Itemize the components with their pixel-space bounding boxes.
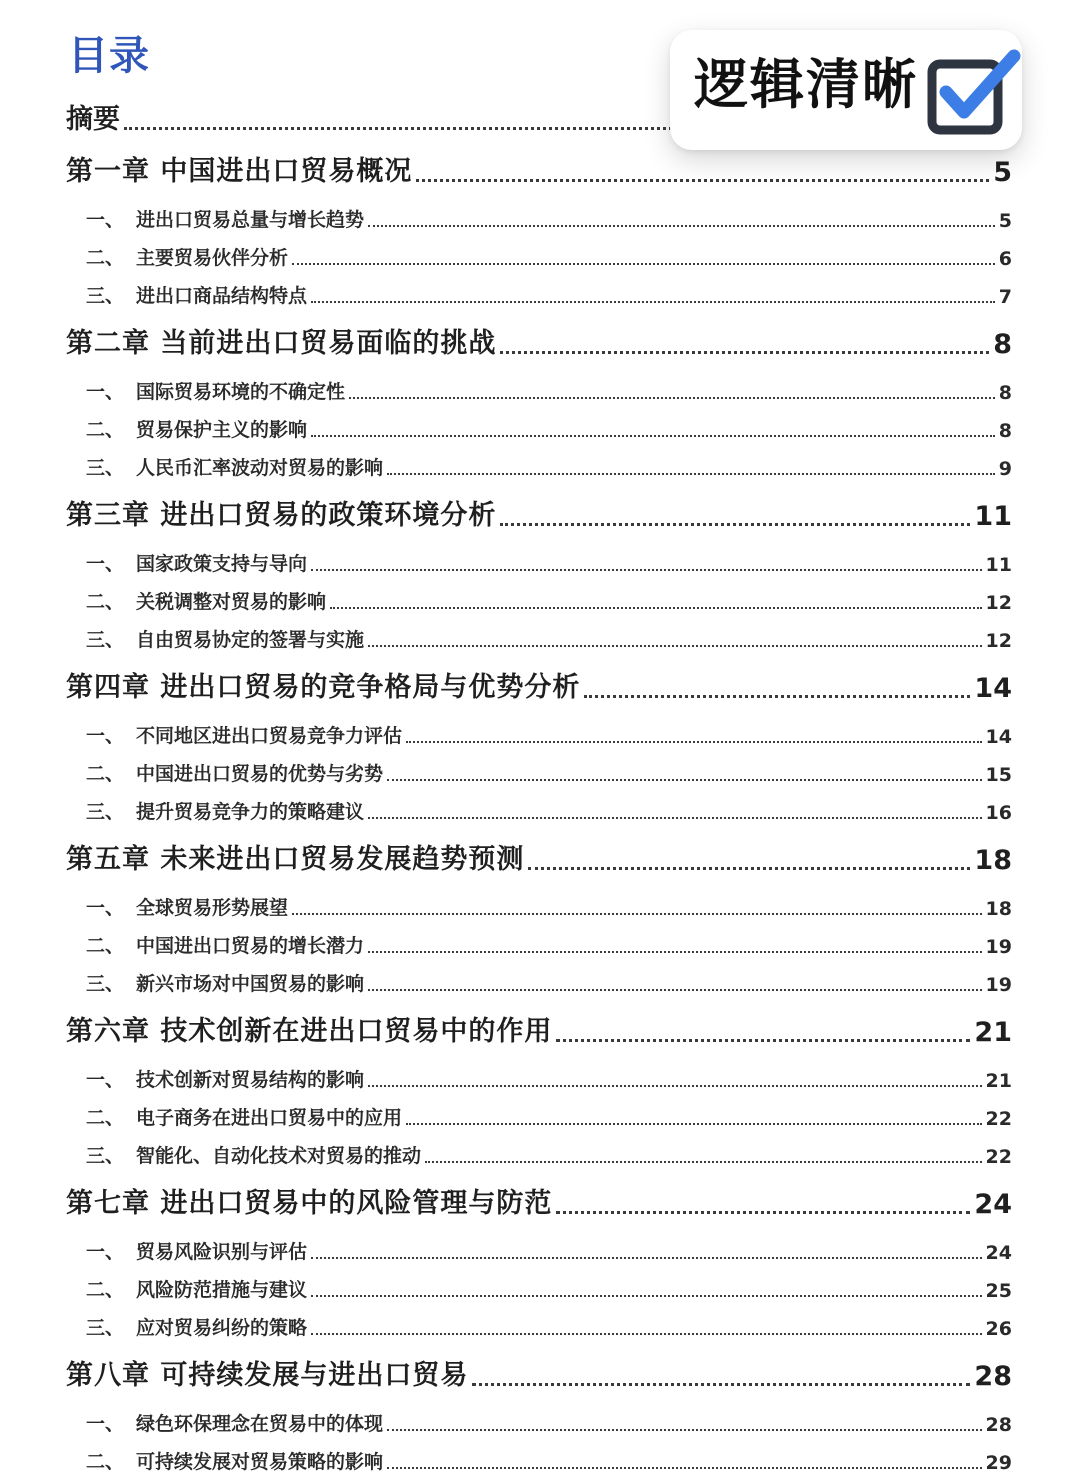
section-label-wrap <box>86 587 326 614</box>
toc-entry-section[interactable] <box>66 366 1012 404</box>
dot-leader <box>387 473 995 475</box>
section-label: 提升贸易竞争力的策略建议 <box>136 801 365 823</box>
section-number: 二、 <box>86 1451 125 1473</box>
section-label-wrap <box>86 1141 421 1168</box>
toc-entry-label: 摘要 <box>66 104 120 135</box>
toc-entry-section[interactable] <box>66 538 1012 576</box>
chapter-label: 第七章 进出口贸易中的风险管理与防范 <box>66 1188 553 1219</box>
section-number: 二、 <box>86 591 125 613</box>
section-number: 三、 <box>86 457 125 479</box>
dot-leader <box>330 607 982 609</box>
chapter-label: 第六章 技术创新在进出口贸易中的作用 <box>66 1016 553 1047</box>
section-page-number: 11 <box>985 554 1012 576</box>
toc-entry-section[interactable] <box>66 1054 1012 1092</box>
toc-entry-section[interactable] <box>66 270 1012 308</box>
section-page-number: 5 <box>998 210 1012 232</box>
section-page-number: 19 <box>985 936 1012 958</box>
toc-entry-section[interactable] <box>66 710 1012 748</box>
section-number: 一、 <box>86 1241 125 1263</box>
toc-entry-chapter[interactable] <box>66 316 1012 360</box>
dot-leader <box>368 225 995 227</box>
section-page-number: 22 <box>985 1146 1012 1168</box>
toc-entry-section[interactable] <box>66 232 1012 270</box>
section-label: 国家政策支持与导向 <box>136 553 308 575</box>
dot-leader <box>528 867 970 870</box>
section-label-wrap <box>86 931 364 958</box>
section-number: 二、 <box>86 247 125 269</box>
chapter-label: 第一章 中国进出口贸易概况 <box>66 156 413 187</box>
dot-leader <box>387 779 982 781</box>
toc-entry-chapter[interactable] <box>66 1176 1012 1220</box>
section-page-number: 12 <box>985 630 1012 652</box>
dot-leader <box>406 1123 982 1125</box>
section-number: 一、 <box>86 209 125 231</box>
section-label-wrap <box>86 721 402 748</box>
dot-leader <box>387 1429 982 1431</box>
chapter-page-number: 21 <box>974 1017 1012 1048</box>
toc-entry-chapter[interactable] <box>66 1348 1012 1392</box>
section-number: 一、 <box>86 897 125 919</box>
section-number: 一、 <box>86 553 125 575</box>
dot-leader <box>368 817 982 819</box>
toc-entry-chapter[interactable] <box>66 144 1012 188</box>
checkbox-checked-icon <box>924 42 1024 142</box>
section-page-number: 21 <box>985 1070 1012 1092</box>
section-label: 全球贸易形势展望 <box>136 897 289 919</box>
section-label: 关税调整对贸易的影响 <box>136 591 327 613</box>
section-label: 贸易保护主义的影响 <box>136 419 308 441</box>
dot-leader <box>311 1257 982 1259</box>
section-number: 二、 <box>86 1279 125 1301</box>
toc-entry-chapter[interactable] <box>66 488 1012 532</box>
section-page-number: 16 <box>985 802 1012 824</box>
section-label-wrap <box>86 1237 307 1264</box>
dot-leader <box>368 951 982 953</box>
section-label-wrap <box>86 893 288 920</box>
chapter-page-number: 5 <box>993 157 1012 188</box>
section-label-wrap <box>86 1409 383 1436</box>
section-label-wrap <box>86 969 364 996</box>
dot-leader <box>556 1211 970 1214</box>
section-label: 可持续发展对贸易策略的影响 <box>136 1451 384 1473</box>
section-label-wrap <box>86 453 383 480</box>
toc-entry-chapter[interactable] <box>66 1004 1012 1048</box>
table-of-contents <box>66 88 1012 1474</box>
toc-title: 目录 <box>68 33 150 79</box>
section-page-number: 29 <box>985 1452 1012 1474</box>
chapter-page-number: 8 <box>993 329 1012 360</box>
section-number: 三、 <box>86 1317 125 1339</box>
toc-entry-section[interactable] <box>66 1226 1012 1264</box>
dot-leader <box>556 1039 970 1042</box>
section-label: 主要贸易伙伴分析 <box>136 247 289 269</box>
chapter-page-number: 14 <box>974 673 1012 704</box>
chapter-label: 第五章 未来进出口贸易发展趋势预测 <box>66 844 525 875</box>
section-label: 中国进出口贸易的优势与劣势 <box>136 763 384 785</box>
section-page-number: 14 <box>985 726 1012 748</box>
section-label-wrap <box>86 797 364 824</box>
section-page-number: 8 <box>998 420 1012 442</box>
section-label-wrap <box>86 1313 307 1340</box>
section-page-number: 26 <box>985 1318 1012 1340</box>
section-page-number: 25 <box>985 1280 1012 1302</box>
dot-leader <box>416 179 989 182</box>
section-label: 进出口贸易总量与增长趋势 <box>136 209 365 231</box>
section-label-wrap <box>86 1103 402 1130</box>
section-number: 一、 <box>86 1069 125 1091</box>
dot-leader <box>311 1295 982 1297</box>
toc-entry-section[interactable] <box>66 1436 1012 1474</box>
section-label: 绿色环保理念在贸易中的体现 <box>136 1413 384 1435</box>
section-label-wrap <box>86 549 307 576</box>
chapter-page-number: 18 <box>974 845 1012 876</box>
section-label: 进出口商品结构特点 <box>136 285 308 307</box>
dot-leader <box>349 397 995 399</box>
section-page-number: 15 <box>985 764 1012 786</box>
section-label: 风险防范措施与建议 <box>136 1279 308 1301</box>
section-number: 三、 <box>86 285 125 307</box>
section-label: 人民币汇率波动对贸易的影响 <box>136 457 384 479</box>
badge-text: 逻辑清晰 <box>694 53 918 116</box>
dot-leader <box>311 435 995 437</box>
section-label: 贸易风险识别与评估 <box>136 1241 308 1263</box>
section-label: 智能化、自动化技术对贸易的推动 <box>136 1145 422 1167</box>
section-label-wrap <box>86 625 364 652</box>
toc-entry-section[interactable] <box>66 194 1012 232</box>
dot-leader <box>368 645 982 647</box>
section-page-number: 9 <box>998 458 1012 480</box>
section-number: 二、 <box>86 763 125 785</box>
section-label: 国际贸易环境的不确定性 <box>136 381 346 403</box>
section-label-wrap <box>86 759 383 786</box>
toc-entry-section[interactable] <box>66 1398 1012 1436</box>
section-page-number: 24 <box>985 1242 1012 1264</box>
section-page-number: 6 <box>998 248 1012 270</box>
toc-entry-chapter[interactable] <box>66 832 1012 876</box>
toc-entry-section[interactable] <box>66 614 1012 652</box>
section-number: 一、 <box>86 725 125 747</box>
chapter-label: 第二章 当前进出口贸易面临的挑战 <box>66 328 497 359</box>
toc-entry-section[interactable] <box>66 442 1012 480</box>
dot-leader <box>311 1333 982 1335</box>
dot-leader <box>311 301 995 303</box>
section-number: 二、 <box>86 935 125 957</box>
dot-leader <box>292 263 995 265</box>
dot-leader <box>387 1467 982 1469</box>
section-label-wrap <box>86 281 307 308</box>
section-label-wrap <box>86 205 364 232</box>
section-label: 应对贸易纠纷的策略 <box>136 1317 308 1339</box>
section-number: 一、 <box>86 381 125 403</box>
dot-leader <box>425 1161 982 1163</box>
toc-entry-section[interactable] <box>66 576 1012 614</box>
section-label-wrap <box>86 415 307 442</box>
section-label: 技术创新对贸易结构的影响 <box>136 1069 365 1091</box>
toc-entry-section[interactable] <box>66 1130 1012 1168</box>
section-page-number: 7 <box>998 286 1012 308</box>
chapter-label: 第三章 进出口贸易的政策环境分析 <box>66 500 497 531</box>
section-number: 三、 <box>86 629 125 651</box>
section-page-number: 19 <box>985 974 1012 996</box>
section-page-number: 28 <box>985 1414 1012 1436</box>
chapter-label: 第四章 进出口贸易的竞争格局与优势分析 <box>66 672 581 703</box>
section-page-number: 18 <box>985 898 1012 920</box>
section-page-number: 12 <box>985 592 1012 614</box>
chapter-page-number: 11 <box>974 501 1012 532</box>
toc-entry-section[interactable] <box>66 958 1012 996</box>
section-label: 电子商务在进出口贸易中的应用 <box>136 1107 403 1129</box>
section-page-number: 8 <box>998 382 1012 404</box>
section-label-wrap <box>86 1447 383 1474</box>
section-number: 三、 <box>86 1145 125 1167</box>
toc-entry-section[interactable] <box>66 748 1012 786</box>
toc-entry-section[interactable] <box>66 882 1012 920</box>
toc-entry-section[interactable] <box>66 1264 1012 1302</box>
dot-leader <box>406 741 982 743</box>
toc-entry-section[interactable] <box>66 920 1012 958</box>
dot-leader <box>472 1383 970 1386</box>
section-number: 二、 <box>86 1107 125 1129</box>
section-label-wrap <box>86 243 288 270</box>
chapter-page-number: 28 <box>974 1361 1012 1392</box>
dot-leader <box>584 695 970 698</box>
section-label: 不同地区进出口贸易竞争力评估 <box>136 725 403 747</box>
toc-entry-section[interactable] <box>66 1092 1012 1130</box>
logic-clear-badge <box>670 30 1022 150</box>
dot-leader <box>368 1085 982 1087</box>
dot-leader <box>368 989 982 991</box>
section-number: 三、 <box>86 973 125 995</box>
dot-leader <box>311 569 982 571</box>
section-label: 自由贸易协定的签署与实施 <box>136 629 365 651</box>
section-number: 三、 <box>86 801 125 823</box>
chapter-page-number: 24 <box>974 1189 1012 1220</box>
toc-entry-section[interactable] <box>66 1302 1012 1340</box>
section-label: 新兴市场对中国贸易的影响 <box>136 973 365 995</box>
dot-leader <box>500 351 989 354</box>
section-label: 中国进出口贸易的增长潜力 <box>136 935 365 957</box>
dot-leader <box>292 913 982 915</box>
section-number: 二、 <box>86 419 125 441</box>
section-number: 一、 <box>86 1413 125 1435</box>
toc-entry-chapter[interactable] <box>66 660 1012 704</box>
section-page-number: 22 <box>985 1108 1012 1130</box>
toc-entry-section[interactable] <box>66 786 1012 824</box>
chapter-label: 第八章 可持续发展与进出口贸易 <box>66 1360 469 1391</box>
section-label-wrap <box>86 1275 307 1302</box>
toc-entry-section[interactable] <box>66 404 1012 442</box>
section-label-wrap <box>86 1065 364 1092</box>
dot-leader <box>500 523 970 526</box>
section-label-wrap <box>86 377 345 404</box>
